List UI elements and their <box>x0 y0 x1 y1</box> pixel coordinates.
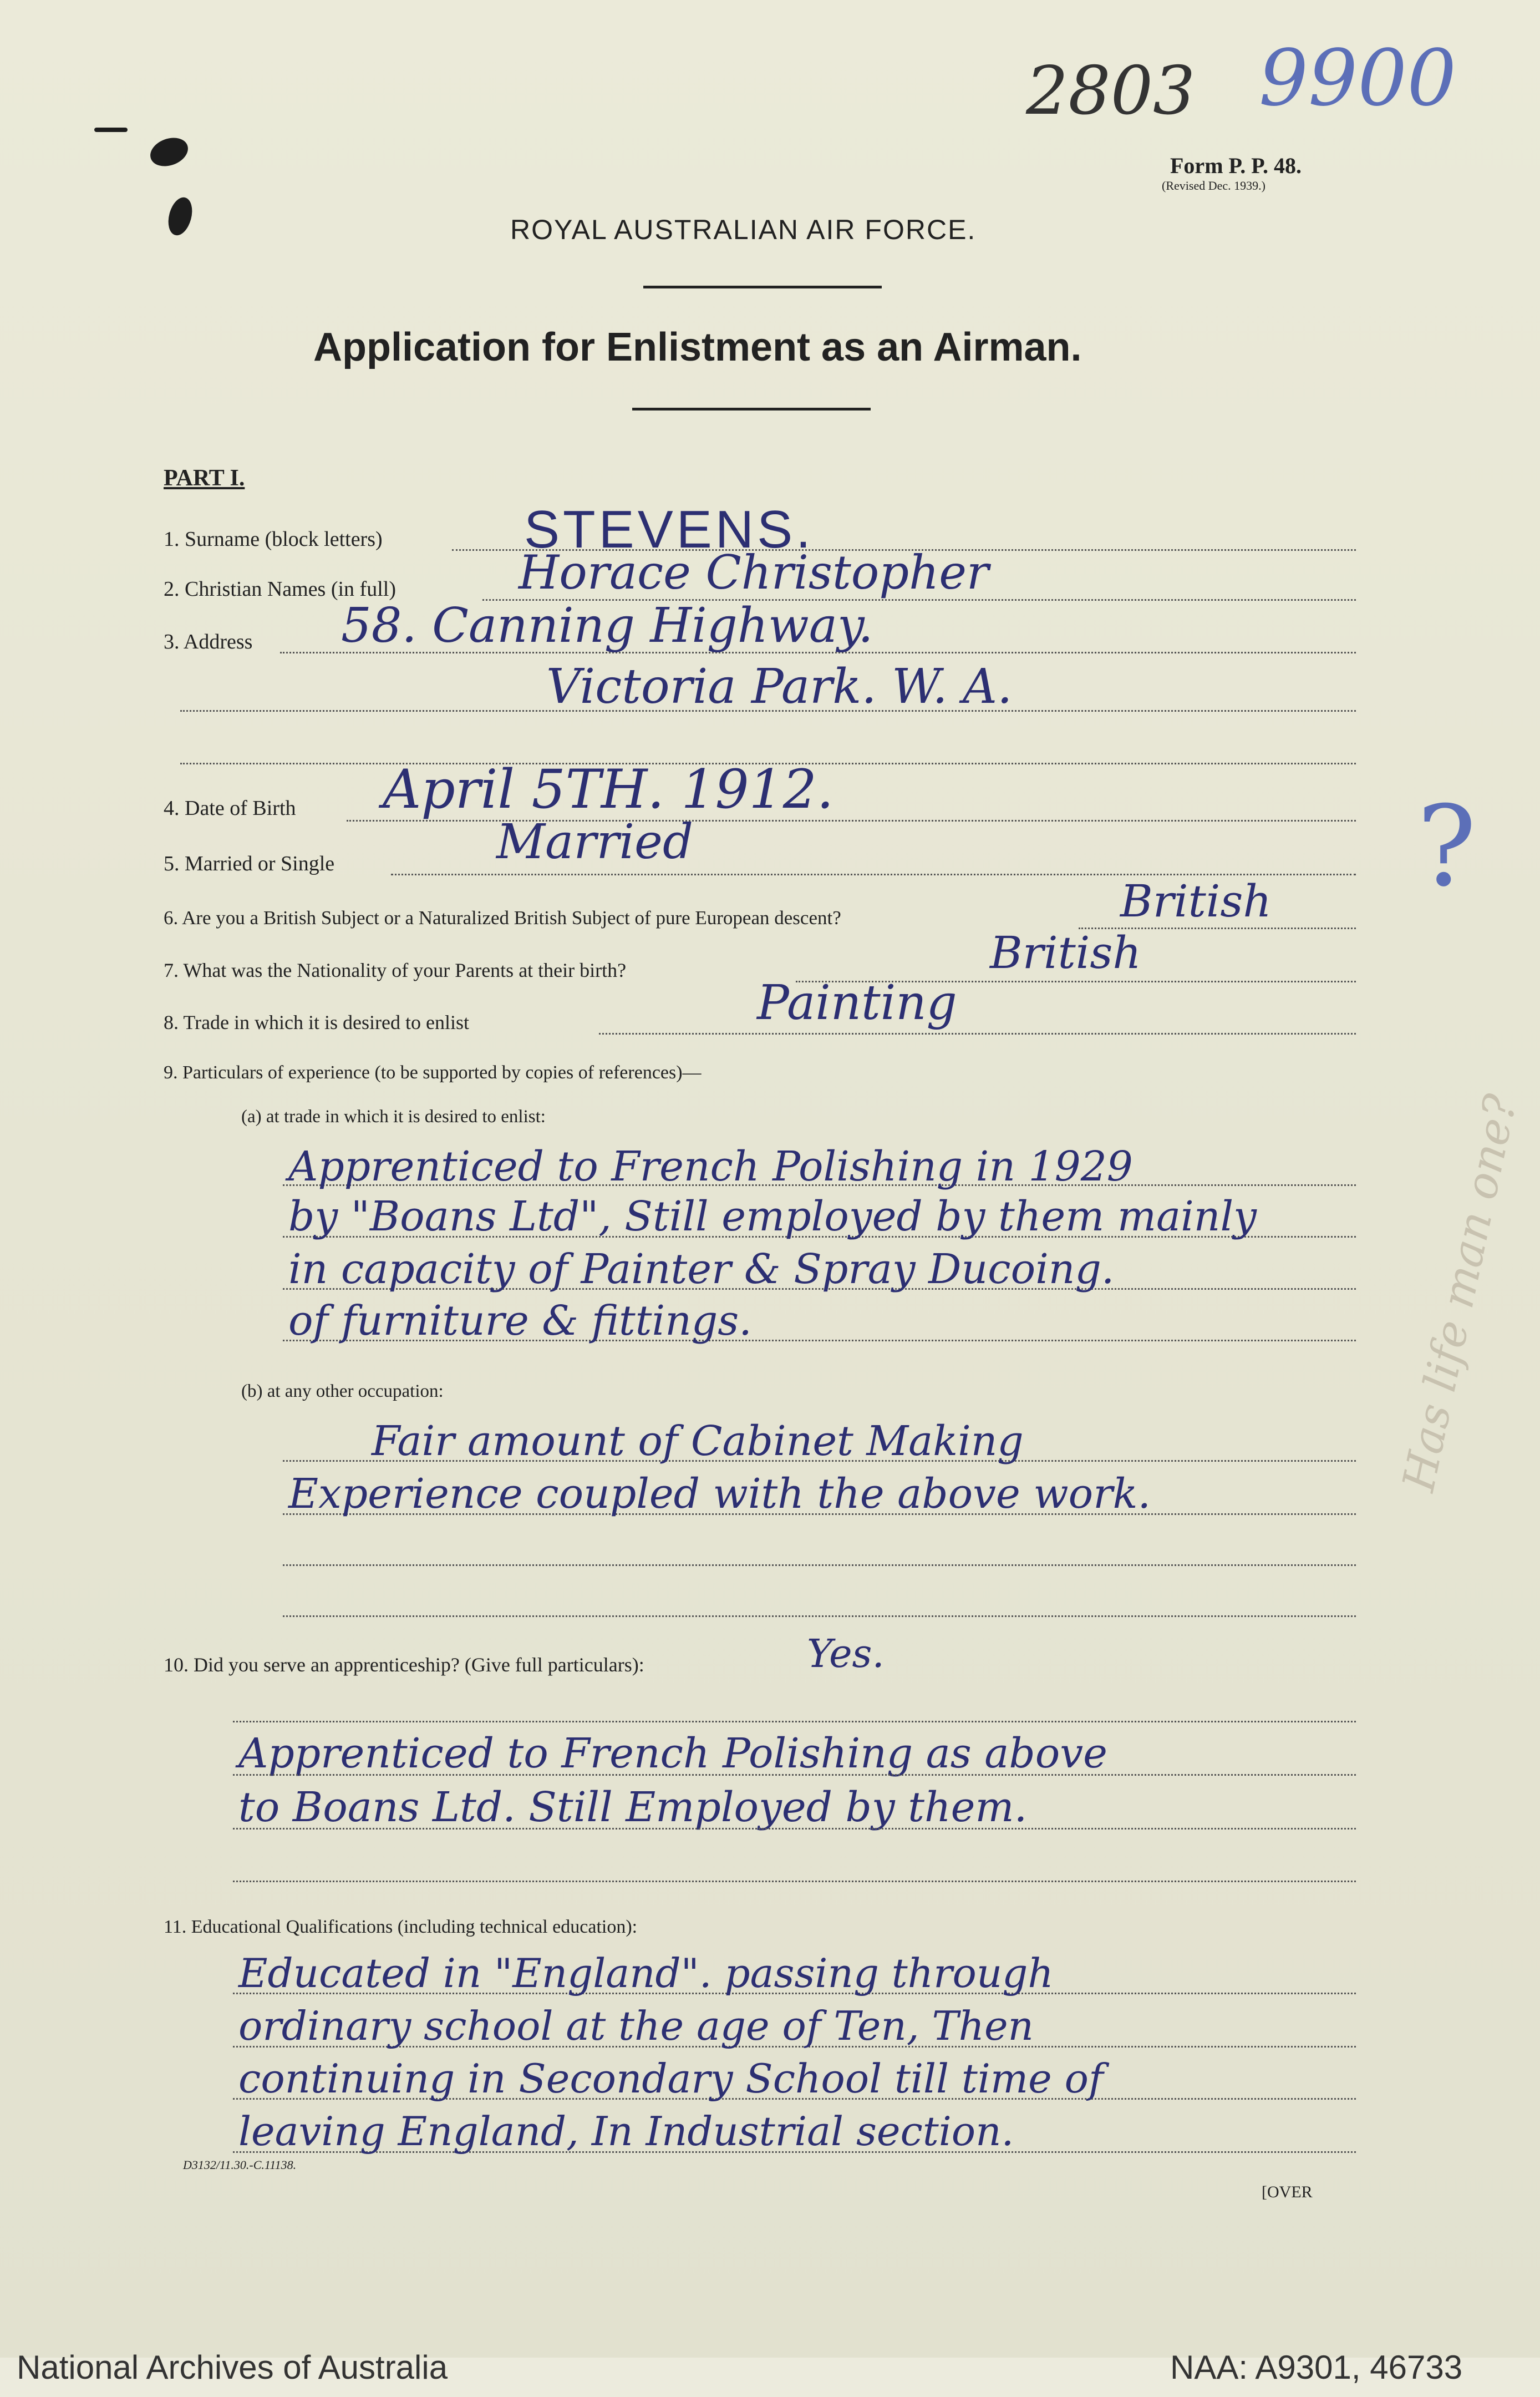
experience-a-text-2: by "Boans Ltd", Still employed by them mainly <box>288 1193 1257 1240</box>
experience-a-text-3: in capacity of Painter & Spray Ducoing. <box>288 1245 1115 1293</box>
education-label: 11. Educational Qualifications (including technical education): <box>164 1917 638 1937</box>
header-rule <box>643 286 882 288</box>
apprenticeship-line-3 <box>233 1828 1356 1830</box>
apprenticeship-value: Yes. <box>807 1631 885 1676</box>
experience-b-text-1: Fair amount of Cabinet Making <box>372 1417 1024 1465</box>
apprenticeship-text-1: Apprenticed to French Polishing as above <box>238 1730 1107 1777</box>
title-rule <box>632 408 871 411</box>
parents-nationality-value: British <box>990 927 1141 979</box>
education-text-3: continuing in Secondary School till time of <box>238 2055 1104 2102</box>
over-marker: [OVER <box>1262 2183 1313 2201</box>
address-label: 3. Address <box>164 630 253 653</box>
education-text-4: leaving England, In Industrial section. <box>238 2108 1014 2155</box>
christian-names-value: Horace Christopher <box>519 545 989 600</box>
surname-label: 1. Surname (block letters) <box>164 528 383 551</box>
apprenticeship-line-4 <box>233 1881 1356 1882</box>
form-code: Form P. P. 48. <box>1170 153 1302 178</box>
form-revision: (Revised Dec. 1939.) <box>1162 179 1265 192</box>
experience-b-text-2: Experience coupled with the above work. <box>288 1470 1151 1518</box>
apprenticeship-line-1 <box>233 1721 1356 1722</box>
experience-a-text-1: Apprenticed to French Polishing in 1929 <box>288 1143 1133 1190</box>
page-title: Application for Enlistment as an Airman. <box>313 325 1082 369</box>
experience-label: 9. Particulars of experience (to be supported by copies of references)— <box>164 1062 702 1083</box>
surname-value: STEVENS. <box>524 500 814 559</box>
experience-b-line-4 <box>283 1615 1356 1617</box>
trade-value: Painting <box>757 975 957 1031</box>
education-text-1: Educated in "England". passing through <box>238 1950 1054 1996</box>
ink-blot <box>94 128 128 132</box>
british-subject-label: 6. Are you a British Subject or a Naturalized British Subject of pure European descent? <box>164 907 841 929</box>
address-value-1: 58. Canning Highway. <box>341 598 873 653</box>
education-text-2: ordinary school at the age of Ten, Then <box>238 2003 1034 2049</box>
ink-blot <box>165 195 196 238</box>
address-value-2: Victoria Park. W. A. <box>546 659 1013 714</box>
apprenticeship-line-2 <box>233 1774 1356 1776</box>
organisation-name: ROYAL AUSTRALIAN AIR FORCE. <box>510 214 977 245</box>
ref-number-1: 2803 <box>1026 53 1196 130</box>
experience-a-label: (a) at trade in which it is desired to enlist: <box>241 1107 546 1127</box>
marital-status-label: 5. Married or Single <box>164 852 335 875</box>
apprenticeship-text-2: to Boans Ltd. Still Employed by them. <box>238 1783 1028 1831</box>
trade-line <box>599 1033 1356 1035</box>
christian-names-label: 2. Christian Names (in full) <box>164 577 396 601</box>
marital-status-value: Married <box>496 814 694 870</box>
date-of-birth-value: April 5TH. 1912. <box>383 758 834 820</box>
footer-left: National Archives of Australia <box>17 2349 448 2386</box>
experience-b-line-3 <box>283 1564 1356 1566</box>
part-label: PART I. <box>164 465 245 491</box>
experience-b-label: (b) at any other occupation: <box>241 1381 444 1401</box>
date-of-birth-label: 4. Date of Birth <box>164 797 296 820</box>
experience-a-text-4: of furniture & fittings. <box>288 1297 752 1345</box>
ink-blot <box>146 133 192 171</box>
parents-nationality-label: 7. What was the Nationality of your Parents at their birth? <box>164 959 627 981</box>
margin-question-mark: ? <box>1417 782 1477 911</box>
british-subject-value: British <box>1120 875 1272 927</box>
apprenticeship-label: 10. Did you serve an apprenticeship? (Give full particulars): <box>164 1654 644 1676</box>
trade-label: 8. Trade in which it is desired to enlist <box>164 1011 469 1033</box>
print-code: D3132/11.30.-C.11138. <box>183 2158 297 2172</box>
ref-number-2: 9900 <box>1259 33 1457 124</box>
footer-right: NAA: A9301, 46733 <box>1170 2349 1463 2386</box>
margin-note: Has life man one? <box>1392 1089 1527 1496</box>
